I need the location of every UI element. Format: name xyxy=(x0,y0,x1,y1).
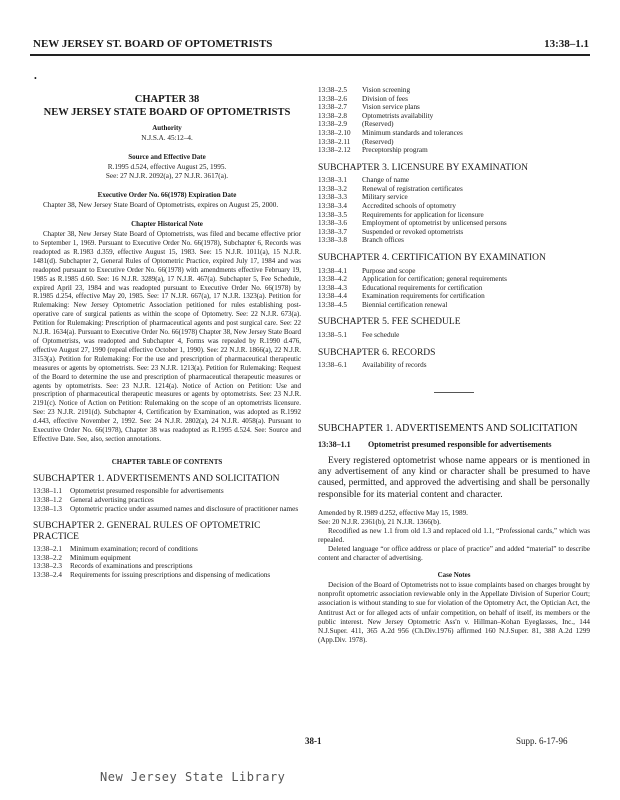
historical-note-heading: Chapter Historical Note xyxy=(131,220,203,229)
chapter-number: CHAPTER 38 xyxy=(134,94,200,105)
toc-entry: 13:38–4.2 Application for certification; general requirements xyxy=(318,275,507,284)
toc-entry: 13:38–4.1 Purpose and scope xyxy=(318,266,416,275)
toc-entry: 13:38–1.3 Optometric practice under assumed names and disclosure of practitioner names xyxy=(33,504,299,513)
section-divider xyxy=(434,392,474,393)
toc-entry: 13:38–2.3 Records of examinations and prescriptions xyxy=(33,562,193,571)
toc-subchapter-heading: SUBCHAPTER 1. ADVERTISEMENTS AND SOLICITATION xyxy=(33,473,280,484)
toc-entry: 13:38–2.4 Requirements for issuing prescriptions and dispensing of medications xyxy=(33,570,271,579)
toc-entry: 13:38–2.6 Division of fees xyxy=(318,94,408,103)
toc-entry: 13:38–4.4 Examination requirements for certification xyxy=(318,292,485,301)
toc-subchapter-heading: SUBCHAPTER 6. RECORDS xyxy=(318,347,436,358)
section-text: Every registered optometrist whose name appears or is mentioned in any advertisement of any kind or character shall be presumed to have caused, permitted, and approved the advertising and shall be personally responsible for its material content and character. xyxy=(318,455,590,500)
toc-entry: 13:38–1.2 General advertising practices xyxy=(33,495,154,504)
toc-entry: 13:38–2.11 (Reserved) xyxy=(318,137,394,146)
subchapter-heading: SUBCHAPTER 1. ADVERTISEMENTS AND SOLICITATION xyxy=(318,422,578,434)
toc-entry: 13:38–5.1 Fee schedule xyxy=(318,330,400,339)
toc-entry: 13:38–6.1 Availability of records xyxy=(318,361,427,370)
amendment-line: Amended by R.1989 d.252, effective May 15, 1989. xyxy=(318,508,468,517)
expiration-heading: Executive Order No. 66(1978) Expiration Date xyxy=(97,191,237,199)
header-rule xyxy=(30,54,590,56)
case-notes-heading: Case Notes xyxy=(437,571,471,580)
source-line: See: 27 N.J.R. 2092(a), 27 N.J.R. 3617(a). xyxy=(105,172,229,180)
margin-mark: • xyxy=(34,74,37,83)
toc-entry: 13:38–2.7 Vision service plans xyxy=(318,103,420,112)
toc-entry: 13:38–2.2 Minimum equipment xyxy=(33,553,131,562)
toc-entry: 13:38–3.7 Suspended or revoked optometrists xyxy=(318,227,464,236)
toc-entry: 13:38–4.5 Biennial certification renewal xyxy=(318,300,448,309)
toc-entry: 13:38–2.8 Optometrists availability xyxy=(318,111,434,120)
chapter-title: NEW JERSEY STATE BOARD OF OPTOMETRISTS xyxy=(43,107,291,118)
amendment-note: Deleted language “or office address or place of practice” and added “material” to describe content and character of advertising. xyxy=(318,545,590,563)
authority-text: N.J.S.A. 45:12–4. xyxy=(141,134,193,142)
left-column xyxy=(33,90,301,580)
toc-entry: 13:38–3.8 Branch offices xyxy=(318,236,404,245)
toc-entry: 13:38–3.3 Military service xyxy=(318,193,408,202)
header-section-number: 13:38–1.1 xyxy=(544,38,589,50)
toc-entry: 13:38–2.5 Vision screening xyxy=(318,86,411,94)
toc-subchapter-heading: SUBCHAPTER 4. CERTIFICATION BY EXAMINATION xyxy=(318,253,546,263)
historical-note-text: Chapter 38, New Jersey State Board of Optometrists, was filed and became effective prior to September 1, 1969. Pursuant to Executive Order No. 66(1978), Subchapter 6, Records was readopted as R.1983 d.359, effective August 15, 1983. See: 15 N.J.R. 1011(a), 15 N.J.R. 1481(d). Subchapter 2, General Rules of Optometric Practice, expired July 17, 1984 and was readopted pursuant to Executive Order No. 66(1978) with amendments effective February 19, 1985 as R.1985 d.60. See: 16 N.J.R. 3289(a), 17 N.J.R. 467(a). Subchapter 5, Fee Schedule, expired April 23, 1984 and was readopted pursuant to Executive Order No. 66(1978) by R.1985 d.254, effective May 20, 1985. See: 17 N.J.R. 667(a), 17 N.J.R. 1323(a). Petition for Rulemaking: New Jersey Optometric Association petitioned for rules establishing post-operative care of surgical patients as within the scope of Optometry. See: 22 N.J.R. 673(a). Petition for Rulemaking: Prescription of pharmaceutical agents and post surgical care. See: 22 N.J.R. 1634(a). Pursuant to Executive Order No. 66(1978) Chapter 38, New Jersey State Board of Optometrists, was readopted and Subchapter 4, Forms was repealed by R.1990 d.476, effective August 27, 1990 (repeal effective October 1, 1990). See: 22 N.J.R. 1866(a), 22 N.J.R. 3153(a). Petition for Rulemaking: For the use and prescription of pharmaceutical therapeutic measures or agents by optometrists. See: 23 N.J.R. 1213(a). Petition for Rulemaking: Request of the Board to determine the use and prescription of pharmaceutical therapeutic measures or agents by optometrists. See: 23 N.J.R. 1214(a). Notice of Action on Petition: Use and prescription of pharmaceutical therapeutic measures or agents by optometrists. See: 23 N.J.R. 2191(c). Notice of Action on Petition: Rulemaking on the scope of an optometrists licensure. See: 23 N.J.R. 2191(d). Subchapter 4, Certification by Examination, was adopted as R.1992 d.443, effective November 2, 1992. See: 24 N.J.R. 2802(a), 24 N.J.R. 4058(a). Pursuant to Executive Order No. 66(1978), Chapter 38 was readopted as R.1995 d.524. See: Source and Effective Date. See, also, section annotations. xyxy=(33,230,301,443)
amendment-note: Recodified as new 1.1 from old 1.3 and replaced old 1.1, “Professional cards,” which was repealed. xyxy=(318,526,590,544)
toc-entry: 13:38–3.6 Employment of optometrist by unlicensed persons xyxy=(318,219,507,228)
expiration-text: Chapter 38, New Jersey State Board of Optometrists, expires on August 25, 2000. xyxy=(43,201,279,209)
toc-entry: 13:38–4.3 Educational requirements for certification xyxy=(318,283,483,292)
toc-entry: 13:38–3.1 Change of name xyxy=(318,176,410,185)
toc-entry: 13:38–2.12 Preceptorship program xyxy=(318,146,428,155)
toc-entry: 13:38–2.9 (Reserved) xyxy=(318,120,394,129)
toc-entry: 13:38–3.2 Renewal of registration certificates xyxy=(318,184,463,193)
authority-heading: Authority xyxy=(152,124,182,132)
toc-subchapter-heading: SUBCHAPTER 5. FEE SCHEDULE xyxy=(318,317,461,328)
toc-subchapter-heading: SUBCHAPTER 3. LICENSURE BY EXAMINATION xyxy=(318,162,528,173)
source-heading: Source and Effective Date xyxy=(128,153,206,161)
page-number: 38-1 xyxy=(305,736,322,746)
amendment-line: See: 20 N.J.R. 2361(b), 21 N.J.R. 1366(b). xyxy=(318,517,441,526)
right-column xyxy=(318,86,590,645)
source-line: R.1995 d.524, effective August 25, 1995. xyxy=(107,163,227,171)
toc-entry: 13:38–2.1 Minimum examination; record of conditions xyxy=(33,545,198,554)
toc-entry: 13:38–3.4 Accredited schools of optometry xyxy=(318,202,457,211)
toc-heading: CHAPTER TABLE OF CONTENTS xyxy=(111,457,223,466)
supplement-date: Supp. 6-17-96 xyxy=(516,736,568,746)
toc-entry: 13:38–1.1 Optometrist presumed responsible for advertisements xyxy=(33,487,224,496)
section-title: Optometrist presumed responsible for advertisements xyxy=(368,440,552,450)
case-notes-text: Decision of the Board of Optometrists not to issue complaints based on charges brought by nonprofit optometric association reviewable only in the Appellate Division of Superior Court; association is without standing to sue for violation of the Optometry Act, the Optician Act, the Antitrust Act or for alleged acts of unfair competition, on behalf of itself, its members or the public interest. New Jersey Optometric Ass'n v. Hillman–Kohan Eyeglasses, Inc., 144 N.J.Super. 411, 365 A.2d 956 (Ch.Div.1976) affirmed 160 N.J.Super. 81, 388 A.2d 1299 (App.Div. 1978). xyxy=(318,581,590,644)
library-stamp: New Jersey State Library xyxy=(100,770,286,784)
toc-subchapter-heading: SUBCHAPTER 2. GENERAL RULES OF OPTOMETRIC PRACTICE xyxy=(33,521,261,542)
section-heading xyxy=(318,440,590,450)
toc-entry: 13:38–2.10 Minimum standards and tolerances xyxy=(318,128,463,137)
header-title: NEW JERSEY ST. BOARD OF OPTOMETRISTS xyxy=(33,38,273,50)
toc-entry: 13:38–3.5 Requirements for application for licensure xyxy=(318,210,484,219)
section-number: 13:38–1.1 xyxy=(318,440,351,450)
